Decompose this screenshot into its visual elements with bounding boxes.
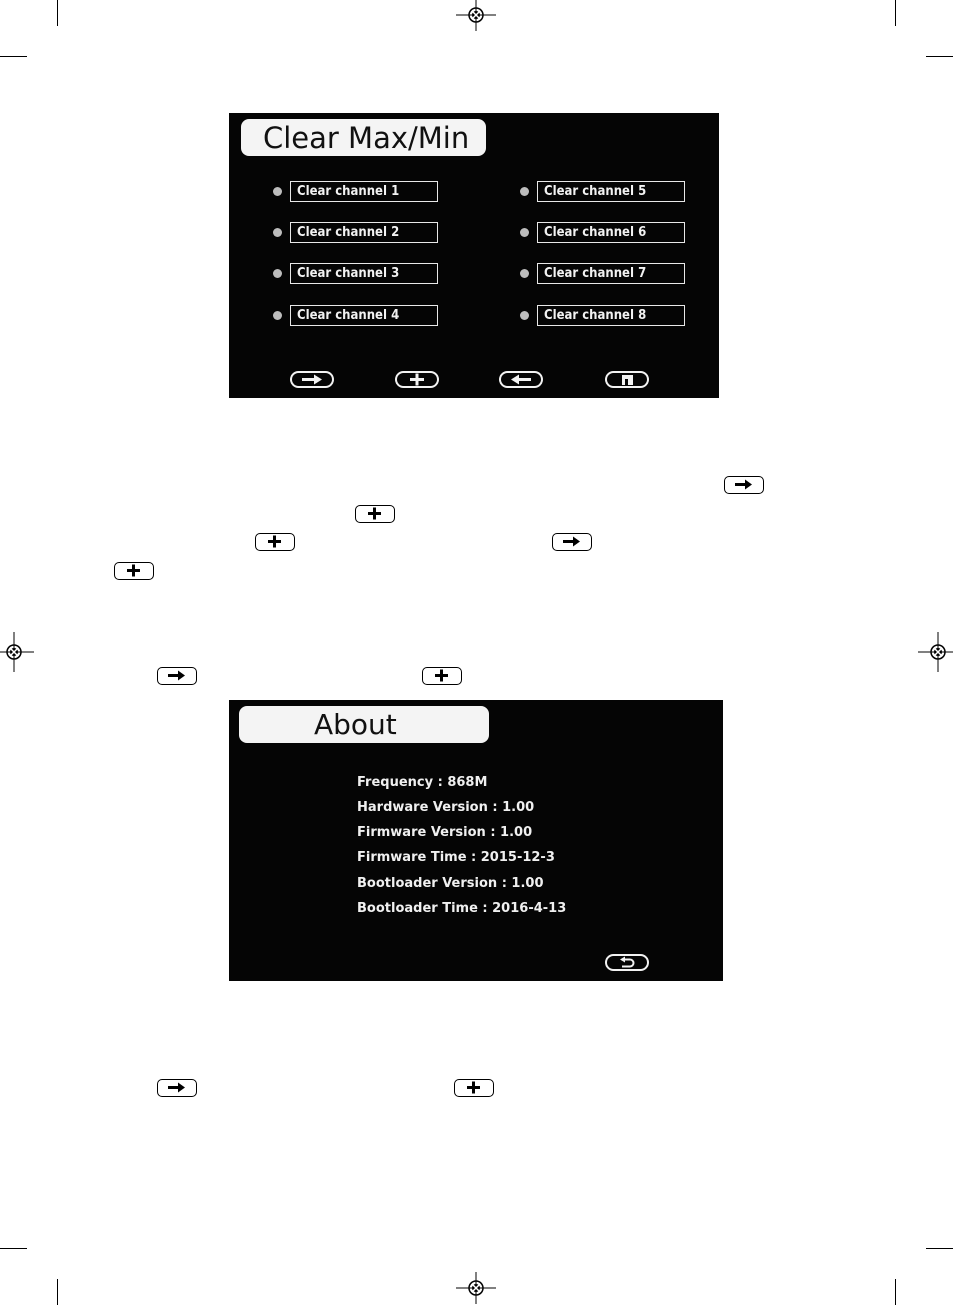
confirm-button[interactable] [395,371,439,388]
plus-key-illustration [255,533,295,551]
registration-mark-icon [456,1268,496,1308]
home-button[interactable] [605,371,649,388]
frequency-info: Frequency : 868M [357,775,488,790]
radio-dot-icon[interactable] [520,187,529,196]
crop-mark [0,1248,27,1249]
plus-icon [455,1080,492,1095]
next-arrow-icon [725,477,762,492]
hardware-version-info: Hardware Version : 1.00 [357,800,535,815]
screen-title-box [241,119,486,156]
firmware-version-info: Firmware Version : 1.00 [357,825,533,840]
radio-dot-icon[interactable] [520,228,529,237]
next-arrow-icon [292,373,332,386]
channel-button[interactable]: Clear channel 2 [290,222,438,243]
screen-title-box [239,706,489,743]
back-button[interactable] [499,371,543,388]
channel-button[interactable]: Clear channel 3 [290,263,438,284]
return-button[interactable] [605,954,649,971]
radio-dot-icon[interactable] [273,311,282,320]
next-arrow-icon [158,1080,195,1095]
bootloader-time-info: Bootloader Time : 2016-4-13 [357,901,567,916]
next-key-illustration [724,476,764,494]
clear-max-min-screen [229,113,719,398]
bootloader-version-info: Bootloader Version : 1.00 [357,876,544,891]
next-key-illustration [157,667,197,685]
next-button[interactable] [290,371,334,388]
return-icon [607,956,647,969]
crop-mark [0,56,27,57]
radio-dot-icon[interactable] [520,269,529,278]
channel-button[interactable]: Clear channel 6 [537,222,685,243]
screen-title: About [314,708,397,741]
back-arrow-icon [501,373,541,386]
plus-key-illustration [422,667,462,685]
crop-mark [57,0,58,26]
plus-key-illustration [454,1079,494,1097]
plus-icon [356,506,393,521]
channel-button[interactable]: Clear channel 5 [537,181,685,202]
radio-dot-icon[interactable] [273,228,282,237]
about-screen [229,700,723,981]
crop-mark [926,56,953,57]
registration-mark-icon [456,0,496,35]
crop-mark [57,1279,58,1305]
plus-key-illustration [355,505,395,523]
channel-button[interactable]: Clear channel 7 [537,263,685,284]
crop-mark [926,1248,953,1249]
channel-button[interactable]: Clear channel 1 [290,181,438,202]
next-key-illustration [552,533,592,551]
next-key-illustration [157,1079,197,1097]
radio-dot-icon[interactable] [273,187,282,196]
plus-icon [256,534,293,549]
home-icon [607,373,647,386]
crop-mark [895,1279,896,1305]
channel-button[interactable]: Clear channel 8 [537,305,685,326]
plus-icon [397,373,437,386]
next-arrow-icon [553,534,590,549]
radio-dot-icon[interactable] [520,311,529,320]
next-arrow-icon [158,668,195,683]
registration-mark-icon [0,632,34,672]
plus-icon [423,668,460,683]
radio-dot-icon[interactable] [273,269,282,278]
firmware-time-info: Firmware Time : 2015-12-3 [357,850,555,865]
crop-mark [895,0,896,26]
plus-key-illustration [114,562,154,580]
registration-mark-icon [918,632,953,672]
plus-icon [115,563,152,578]
screen-title: Clear Max/Min [263,121,470,155]
channel-button[interactable]: Clear channel 4 [290,305,438,326]
